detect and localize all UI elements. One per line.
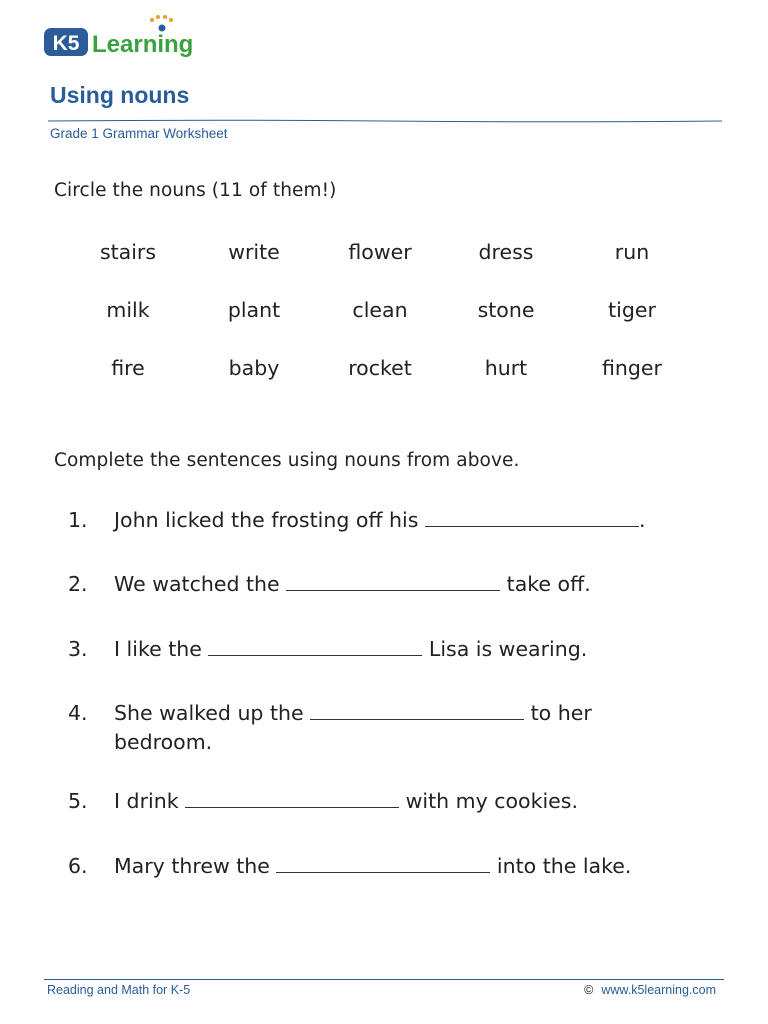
sentence-number: 3. — [68, 637, 88, 661]
word-bank — [65, 240, 695, 381]
sentence-item — [68, 635, 728, 664]
footer-tagline: Reading and Math for K-5 — [47, 983, 191, 997]
sentence-text-after: Lisa is wearing. — [422, 637, 588, 661]
word-item[interactable]: stone — [477, 298, 535, 322]
word-item[interactable]: stairs — [99, 240, 157, 264]
word-item[interactable]: flower — [348, 240, 412, 264]
logo-k5-text: K5 — [52, 32, 80, 55]
sentence-text-after: take off. — [500, 572, 591, 596]
sentence-text-after: with my cookies. — [399, 789, 578, 813]
page-title: Using nouns — [50, 82, 190, 108]
answer-blank[interactable] — [286, 570, 500, 591]
word-item[interactable]: fire — [111, 356, 145, 380]
sentence-number: 5. — [68, 789, 88, 813]
sentence-list — [68, 506, 728, 881]
word-item[interactable]: finger — [602, 356, 662, 380]
logo-learning-text: Learning — [92, 31, 194, 58]
word-item[interactable]: run — [614, 240, 650, 264]
copyright-symbol: © — [584, 983, 594, 997]
sentence-text-after: into the lake. — [490, 854, 632, 878]
sentence-item — [68, 506, 728, 535]
sentence-text-before: I drink — [114, 789, 186, 813]
website-link[interactable]: www.k5learning.com — [601, 983, 716, 997]
sentence-text-before: Mary threw the — [114, 854, 277, 878]
answer-blank[interactable] — [425, 506, 639, 527]
footer-divider — [44, 979, 724, 980]
word-item[interactable]: tiger — [608, 298, 656, 322]
sentence-text-before: She walked up the — [114, 701, 311, 725]
worksheet-subtitle: Grade 1 Grammar Worksheet — [50, 126, 228, 141]
word-item[interactable]: hurt — [484, 356, 528, 380]
word-item[interactable]: milk — [106, 298, 150, 322]
sentence-number: 2. — [68, 572, 88, 596]
footer-website — [584, 983, 716, 997]
sentence-item — [68, 852, 728, 881]
word-item[interactable]: rocket — [348, 356, 412, 380]
answer-blank[interactable] — [185, 787, 399, 808]
answer-blank[interactable] — [310, 699, 524, 720]
sentence-text-after: to her bedroom. — [114, 701, 592, 754]
sentence-text-after: . — [638, 508, 646, 532]
sentence-number: 4. — [68, 701, 88, 725]
k5-learning-logo — [42, 14, 212, 60]
circle-nouns-instruction: Circle the nouns (11 of them!) — [54, 180, 337, 201]
sentence-text-before: We watched the — [114, 572, 287, 596]
word-item[interactable]: dress — [478, 240, 534, 264]
sentence-item — [68, 787, 728, 816]
complete-sentences-instruction: Complete the sentences using nouns from above. — [54, 450, 520, 471]
word-item[interactable]: write — [228, 240, 280, 264]
header-divider — [48, 119, 722, 123]
sentence-text-before: I like the — [114, 637, 209, 661]
sentence-number: 6. — [68, 854, 88, 878]
word-item[interactable]: plant — [227, 298, 281, 322]
logo-stars-icon — [150, 15, 173, 22]
word-item[interactable]: baby — [228, 356, 280, 380]
answer-blank[interactable] — [208, 635, 422, 656]
word-item[interactable]: clean — [352, 298, 408, 322]
logo-figure-icon — [159, 25, 166, 32]
sentence-number: 1. — [68, 508, 88, 532]
sentence-item — [68, 699, 728, 757]
sentence-text-before: John licked the frosting off his — [114, 508, 425, 532]
sentence-item — [68, 570, 728, 599]
answer-blank[interactable] — [276, 852, 490, 873]
